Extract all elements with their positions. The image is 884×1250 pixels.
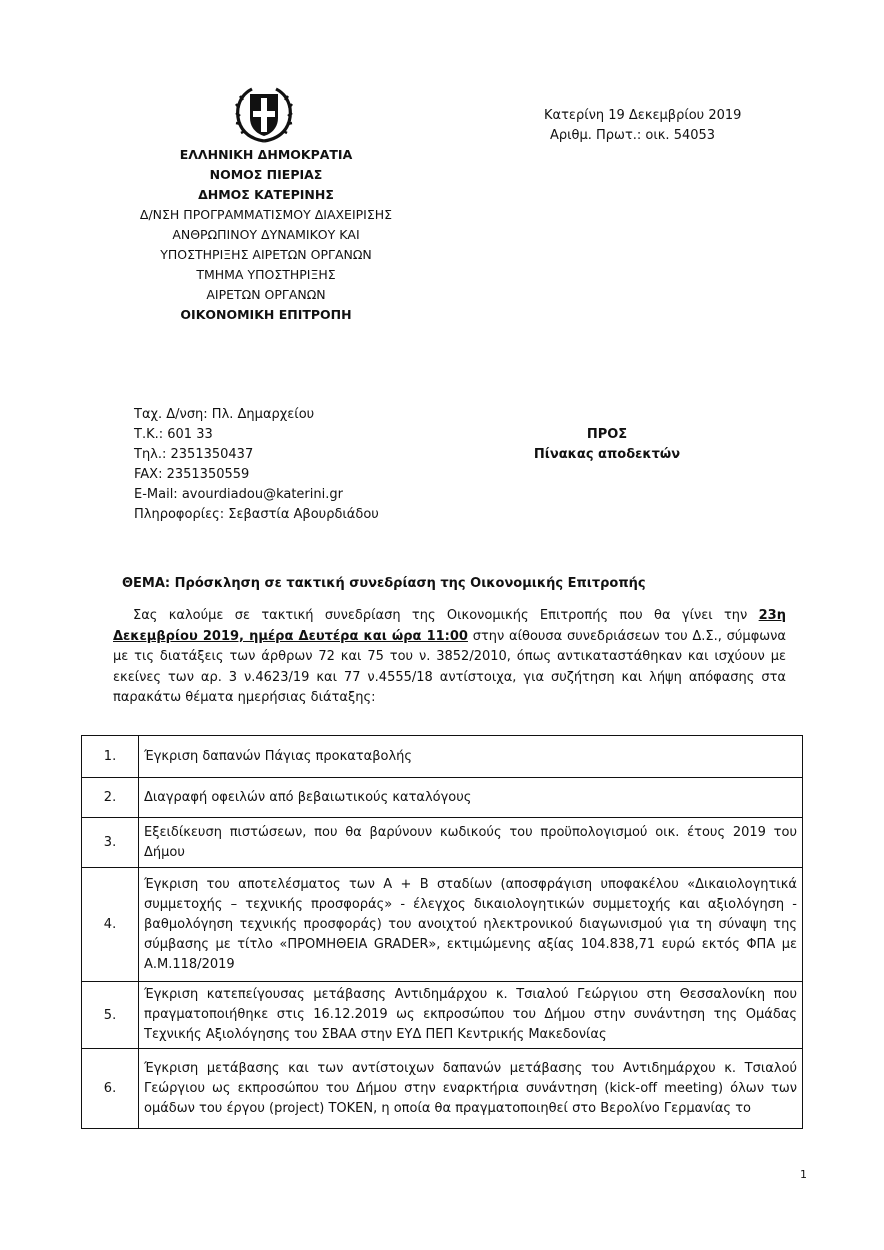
contact-fax: FAX: 2351350559: [134, 467, 250, 482]
org-line-8: ΑΙΡΕΤΩΝ ΟΡΓΑΝΩΝ: [206, 287, 326, 302]
date-block: [544, 106, 741, 146]
letter-date: Κατερίνη 19 Δεκεμβρίου 2019: [544, 108, 742, 123]
contact-info: Πληροφορίες: Σεβαστία Αβουρδιάδου: [134, 507, 379, 522]
agenda-row: [82, 778, 803, 818]
contact-address: Ταχ. Δ/νση: Πλ. Δημαρχείου: [134, 407, 315, 422]
page-number: 1: [800, 1168, 807, 1181]
agenda-item-number: 1.: [82, 736, 139, 778]
agenda-row: [82, 868, 803, 982]
protocol-number: Αριθμ. Πρωτ.: οικ. 54053: [550, 128, 716, 143]
org-line-4: Δ/ΝΣΗ ΠΡΟΓΡΑΜΜΑΤΙΣΜΟΥ ΔΙΑΧΕΙΡΙΣΗΣ: [139, 207, 393, 222]
agenda-row: [82, 982, 803, 1049]
greek-emblem-icon: [232, 86, 296, 144]
body-paragraph: [113, 606, 786, 709]
agenda-row: [82, 818, 803, 868]
agenda-item-number: 2.: [82, 778, 139, 818]
org-line-6: ΥΠΟΣΤΗΡΙΞΗΣ ΑΙΡΕΤΩΝ ΟΡΓΑΝΩΝ: [160, 247, 372, 262]
agenda-item-text: Έγκριση μετάβασης και των αντίστοιχων δαπανών μετάβασης του Αντιδημάρχου κ. Τσιαλού Γεώργιου ως εκπροσώπου του Δήμου στην εναρκτήρια συνάντηση (kick-off meeting) όλων των ομάδων του έργου (project) TOKEN, η οποία θα πραγματοποιηθεί στο Βερολίνο Γερμανίας το: [139, 1049, 803, 1129]
agenda-item-text: Εξειδίκευση πιστώσεων, που θα βαρύνουν κωδικούς του προϋπολογισμού οικ. έτους 2019 του Δήμου: [139, 818, 803, 868]
org-line-2: ΝΟΜΟΣ ΠΙΕΡΙΑΣ: [209, 167, 323, 182]
org-line-3: ΔΗΜΟΣ ΚΑΤΕΡΙΝΗΣ: [198, 187, 334, 202]
agenda-item-text: Διαγραφή οφειλών από βεβαιωτικούς καταλόγους: [139, 778, 803, 818]
agenda-item-text: Έγκριση κατεπείγουσας μετάβασης Αντιδημάρχου κ. Τσιαλού Γεώργιου στη Θεσσαλονίκη που πραγματοποιήθηκε στις 16.12.2019 ως εκπροσώπου του Δήμου στην συνάντηση της Ομάδας Τεχνικής Αξιολόγησης του ΣΒΑΑ στην ΕΥΔ ΠΕΠ Κεντρικής Μακεδονίας: [139, 982, 803, 1049]
agenda-row: [82, 1049, 803, 1129]
org-line-9: ΟΙΚΟΝΟΜΙΚΗ ΕΠΙΤΡΟΠΗ: [180, 307, 352, 322]
agenda-row: [82, 736, 803, 778]
agenda-item-text: Έγκριση δαπανών Πάγιας προκαταβολής: [139, 736, 803, 778]
recipient-value: Πίνακας αποδεκτών: [533, 447, 681, 462]
contact-email: E-Mail: avourdiadou@katerini.gr: [134, 487, 343, 502]
agenda-item-number: 4.: [82, 868, 139, 982]
agenda-item-text: Έγκριση του αποτελέσματος των Α + Β σταδίων (αποσφράγιση υποφακέλου «Δικαιολογητικά συμμετοχής – τεχνικής προσφοράς» - έλεγχος δικαιολογητικών συμμετοχής και αξιολόγηση - βαθμολόγηση τεχνικής προσφοράς) του ανοιχτού ηλεκτρονικού διαγωνισμού για τη σύναψη της σύμβασης με τίτλο «ΠΡΟΜΗΘΕΙΑ GRADER», εκτιμώμενης αξίας 104.838,71 ευρώ εκτός ΦΠΑ με Α.Μ.118/2019: [139, 868, 803, 982]
recipient-label: ΠΡΟΣ: [586, 427, 628, 442]
org-line-1: ΕΛΛΗΝΙΚΗ ΔΗΜΟΚΡΑΤΙΑ: [179, 147, 353, 162]
org-line-7: ΤΜΗΜΑ ΥΠΟΣΤΗΡΙΞΗΣ: [196, 267, 336, 282]
subject-line: ΘΕΜΑ: Πρόσκληση σε τακτική συνεδρίαση της Οικονομικής Επιτροπής: [122, 576, 646, 591]
body-rest: στην αίθουσα συνεδριάσεων του Δ.Σ., σύμφωνα με τις διατάξεις των άρθρων 72 και 75 του ν. 3852/2010, όπως αντικαταστάθηκαν και ισχύουν με εκείνες των αρ. 3 ν.4623/19 και 77 ν.4555/18 αντίστοιχα, για συζήτηση και λήψη απόφασης στα παρακάτω θέματα ημερήσιας διάταξης:: [113, 628, 786, 705]
body-intro: Σας καλούμε σε τακτική συνεδρίαση της Οικονομικής Επιτροπής που θα γίνει την: [133, 608, 759, 623]
meeting-datetime: 23η Δεκεμβρίου 2019, ημέρα Δευτέρα και ώρα 11:00: [113, 608, 786, 644]
org-line-5: ΑΝΘΡΩΠΙΝΟΥ ΔΥΝΑΜΙΚΟΥ ΚΑΙ: [172, 227, 360, 242]
contact-block: [134, 405, 379, 525]
agenda-table: [81, 735, 803, 1129]
agenda-item-number: 3.: [82, 818, 139, 868]
organization-block: [116, 145, 416, 325]
agenda-item-number: 5.: [82, 982, 139, 1049]
recipient-block: [512, 425, 702, 465]
agenda-item-number: 6.: [82, 1049, 139, 1129]
contact-phone: Τηλ.: 2351350437: [134, 447, 254, 462]
contact-postal-code: Τ.Κ.: 601 33: [134, 427, 213, 442]
